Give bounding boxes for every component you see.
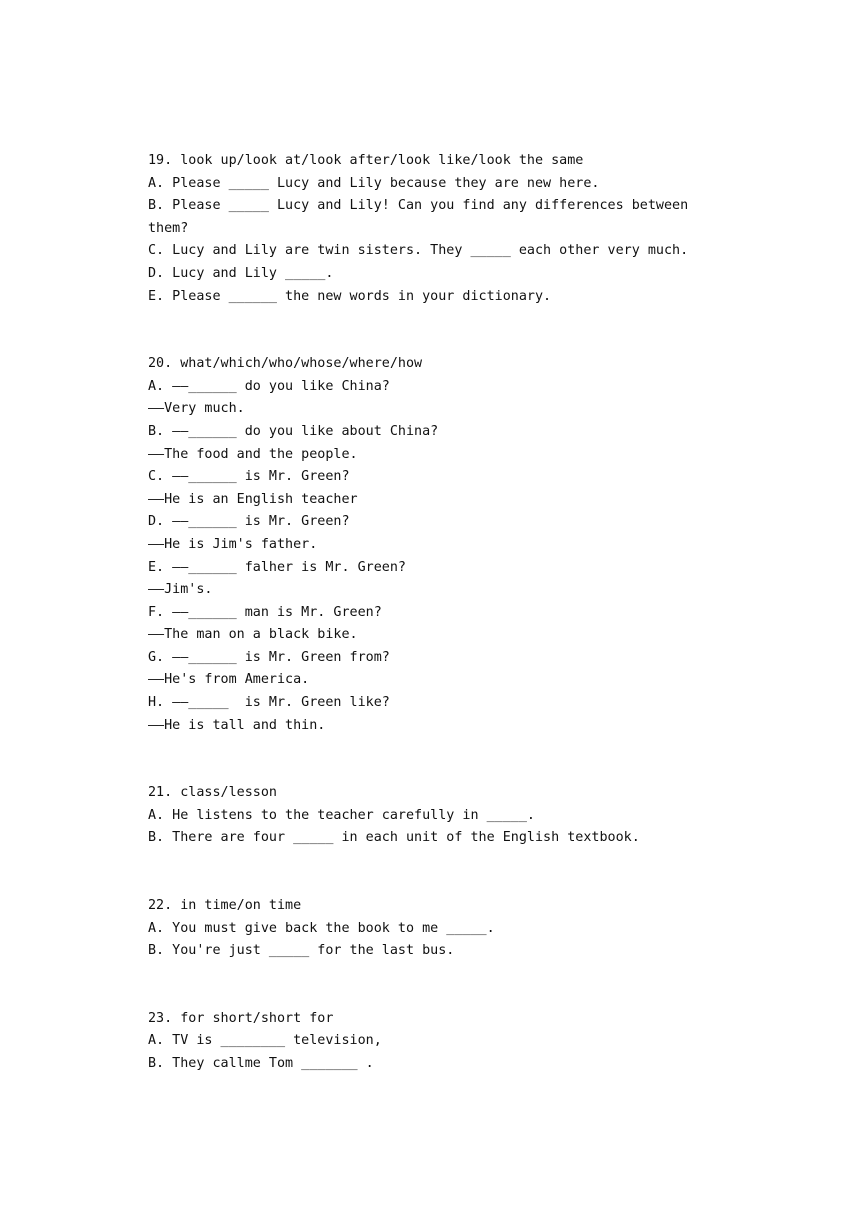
section-spacer [148, 850, 728, 895]
item-line: D. ——______ is Mr. Green? [148, 514, 350, 530]
section-spacer [148, 308, 728, 353]
question-heading: 20. what/which/who/whose/where/how [148, 356, 423, 372]
item-line: D. Lucy and Lily _____. [148, 265, 334, 281]
item-line: C. Lucy and Lily are twin sisters. They _____ each other very much. [148, 243, 689, 259]
item-line: A. He listens to the teacher carefully in _____. [148, 807, 535, 823]
answer-line: ——He's from America. [148, 672, 310, 688]
question-23 [148, 1008, 728, 1076]
answer-line: ——The man on a black bike. [148, 627, 358, 643]
worksheet-page [148, 150, 728, 1076]
question-heading: 22. in time/on time [148, 898, 302, 914]
question-heading: 21. class/lesson [148, 785, 277, 801]
question-heading: 23. for short/short for [148, 1010, 334, 1026]
answer-line: ——He is an English teacher [148, 491, 358, 507]
section-spacer [148, 963, 728, 1008]
question-21 [148, 782, 728, 850]
question-22 [148, 895, 728, 963]
item-line: H. ——_____ is Mr. Green like? [148, 695, 390, 711]
item-line: C. ——______ is Mr. Green? [148, 469, 350, 485]
item-line: B. Please _____ Lucy and Lily! Can you find any differences between [148, 198, 689, 214]
answer-line: ——He is Jim's father. [148, 536, 318, 552]
item-line: A. TV is ________ television, [148, 1033, 382, 1049]
item-line: G. ——______ is Mr. Green from? [148, 649, 390, 665]
item-line: B. You're just _____ for the last bus. [148, 943, 455, 959]
item-line: B. They callme Tom _______ . [148, 1056, 374, 1071]
answer-line: ——He is tall and thin. [148, 717, 326, 733]
question-heading: 19. look up/look at/look after/look like/look the same [148, 153, 584, 168]
item-line: E. ——______ falher is Mr. Green? [148, 559, 406, 575]
item-line: A. Please _____ Lucy and Lily because they are new here. [148, 175, 600, 191]
item-line: B. ——______ do you like about China? [148, 423, 439, 439]
question-19 [148, 150, 728, 308]
item-line: E. Please ______ the new words in your dictionary. [148, 288, 552, 304]
answer-line: ——Very much. [148, 401, 245, 417]
answer-line: ——Jim's. [148, 582, 213, 598]
item-line: A. You must give back the book to me _____. [148, 920, 495, 936]
section-spacer [148, 737, 728, 782]
item-line: F. ——______ man is Mr. Green? [148, 604, 382, 620]
answer-line: ——The food and the people. [148, 446, 358, 462]
item-line: A. ——______ do you like China? [148, 378, 390, 394]
question-20 [148, 353, 728, 737]
item-line: them? [148, 220, 189, 236]
item-line: B. There are four _____ in each unit of the English textbook. [148, 830, 640, 846]
